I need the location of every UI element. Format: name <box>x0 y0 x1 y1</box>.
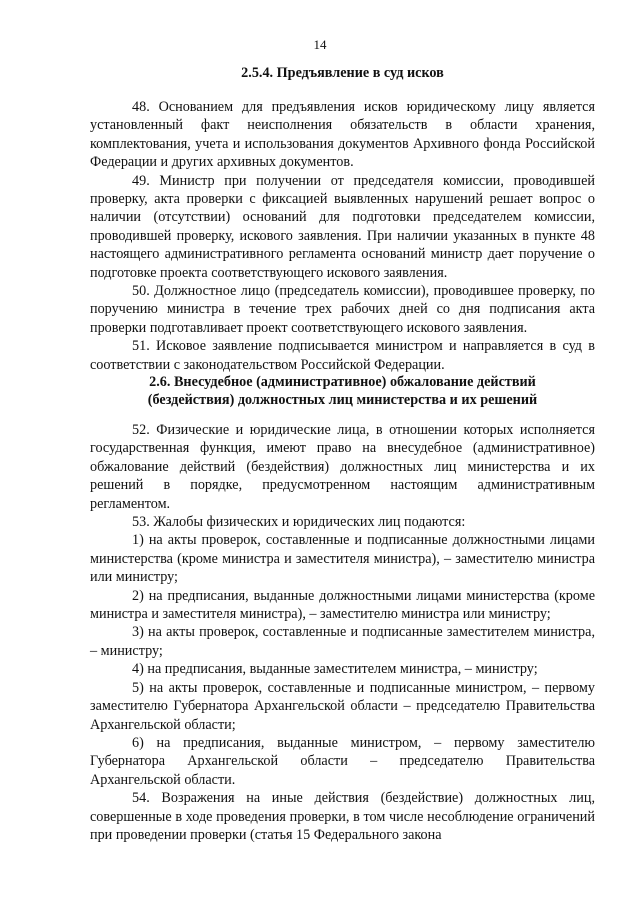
page-number: 14 <box>313 37 327 52</box>
list-item-5: 5) на акты проверок, составленные и подписанные министром, – первому заместителю Губернатора Архангельской области – председателю Правительства Архангельской области; <box>90 679 595 733</box>
paragraph-48: 48. Основанием для предъявления исков юридическому лицу является установленный факт неисполнения обязательств в области хранения, комплектования, учета и использования документов Архивного фонда Российской Федерации и других архивных документов. <box>90 99 595 171</box>
list-item-6: 6) на предписания, выданные министром, – первому заместителю Губернатора Архангельской области – председателю Правительства Архангельской области. <box>90 734 595 788</box>
section-2-5-4-body <box>90 98 595 374</box>
section-heading-2-6-line-2: (бездействия) должностных лиц министерства и их решений <box>147 392 538 409</box>
paragraph-54: 54. Возражения на иные действия (бездействие) должностных лиц, совершенные в ходе проведения проверки, в том числе несоблюдение ограничений при проведении проверки (статья 15 Федерального закона <box>90 790 595 843</box>
paragraph-53: 53. Жалобы физических и юридических лиц подаются: <box>132 514 466 531</box>
list-item-2: 2) на предписания, выданные должностными лицами министерства (кроме министра и заместителя министра), – заместителю министра или министру; <box>90 587 595 623</box>
section-heading-2-6-line-1: 2.6. Внесудебное (административное) обжалование действий <box>149 374 536 390</box>
paragraph-49: 49. Министр при получении от председателя комиссии, проводившей проверку, акта проверки с фиксацией выявленных нарушений решает вопрос о наличии (отсутствии) оснований для подготовки председателем комиссии, проводившей проверку, искового заявления. При наличии указанных в пункте 48 настоящего административного регламента оснований министр дает поручение о подготовке проекта соответствующего искового заявления. <box>90 172 595 281</box>
section-2-6-body <box>90 421 595 844</box>
section-heading-2-6 <box>90 373 595 410</box>
list-item-3: 3) на акты проверок, составленные и подписанные заместителем министра, – министру; <box>90 624 595 659</box>
paragraph-52: 52. Физические и юридические лица, в отношении которых исполняется государственная функция, имеют право на внесудебное (административное) обжалование действий (бездействия) должностных лиц министерства и их решений в порядке, предусмотренном настоящим административным регламентом. <box>90 422 595 512</box>
list-item-4: 4) на предписания, выданные заместителем министра, – министру; <box>132 661 538 678</box>
list-item-1: 1) на акты проверок, составленные и подписанные должностными лицами министерства (кроме министра и заместителя министра), – заместителю министра или министру; <box>90 532 595 586</box>
paragraph-50: 50. Должностное лицо (председатель комиссии), проводившее проверку, по поручению министра в течение трех рабочих дней со дня подписания акта проверки подготавливает проект соответствующего искового заявления. <box>90 283 595 336</box>
section-heading-2-5-4: 2.5.4. Предъявление в суд исков <box>241 65 444 81</box>
paragraph-51: 51. Исковое заявление подписывается министром и направляется в суд в соответствии с законодательством Российской Федерации. <box>90 338 595 373</box>
